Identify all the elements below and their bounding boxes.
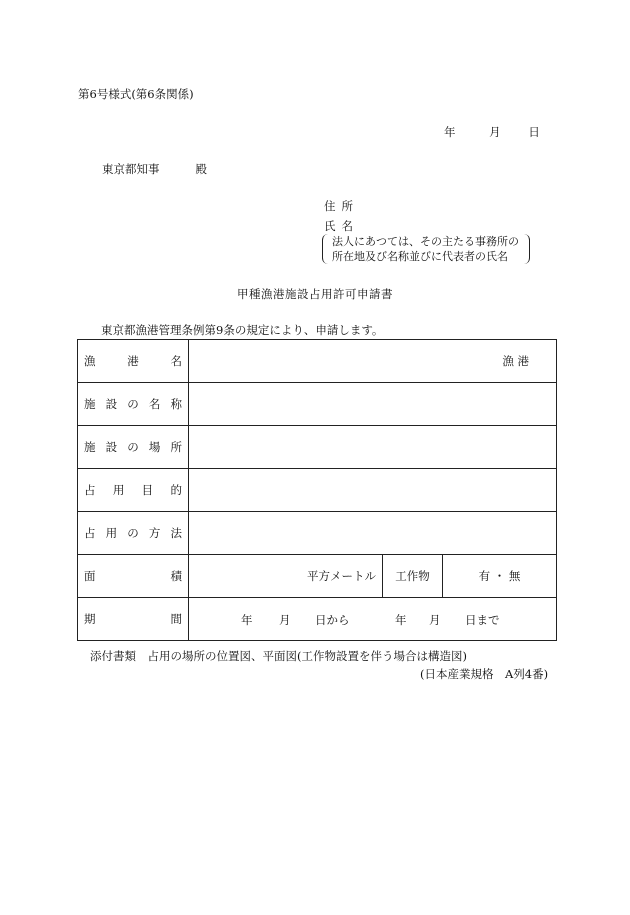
application-table [77,339,557,641]
table-row [78,340,557,383]
period-month: 月 [279,613,291,627]
period-year: 年 [241,613,253,627]
corporate-note-line1: 法人にあつては、その主たる事務所の [332,235,519,248]
period-field[interactable] [189,598,557,641]
row-label-text: 占 用 の 方 法 [84,526,182,540]
row-label [78,469,189,512]
document-title: 甲種漁港施設占用許可申請書 [237,287,393,301]
period-month2: 月 [429,613,441,627]
row-label [78,555,189,598]
row-label [78,426,189,469]
form-number: 第6号様式(第6条関係) [78,87,194,101]
row-label-text: 施 設 の 場 所 [84,440,182,454]
date-day: 日 [528,125,540,139]
row-label [78,512,189,555]
table-row [78,512,557,555]
corporate-note [322,234,530,264]
structure-label: 工作物 [383,555,443,598]
period-to: 日まで [465,613,500,627]
date-year: 年 [444,125,456,139]
facility-location-field[interactable] [189,426,557,469]
structure-options[interactable]: 有 ・ 無 [443,555,557,598]
harbor-name-field[interactable]: 漁 港 [189,340,557,383]
paper-standard: (日本産業規格 A列4番) [420,667,549,681]
honorific: 殿 [195,162,207,176]
row-label-text: 漁 港 名 [84,354,182,368]
row-label-text: 面 積 [84,569,182,583]
row-label-text: 期 間 [84,612,182,626]
row-label [78,340,189,383]
row-label-text: 施 設 の 名 称 [84,397,182,411]
occupancy-method-field[interactable] [189,512,557,555]
date-month: 月 [489,125,501,139]
addressee-name: 東京都知事 [102,162,160,176]
table-row [78,469,557,512]
facility-name-field[interactable] [189,383,557,426]
row-label [78,598,189,641]
table-row [78,555,557,598]
row-label-text: 占 用 目 的 [84,483,182,497]
corporate-note-line2: 所在地及び名称並びに代表者の氏名 [332,250,508,263]
address-label-text: 住所 [324,199,359,213]
occupancy-purpose-field[interactable] [189,469,557,512]
name-label [324,218,359,234]
table-row [78,598,557,641]
intro-text: 東京都漁港管理条例第9条の規定により、申請します。 [101,323,384,337]
address-label [324,198,359,214]
area-field[interactable]: 平方メートル [189,555,383,598]
period-from: 日から [315,613,350,627]
addressee [102,161,207,177]
table-row [78,426,557,469]
row-label [78,383,189,426]
attachments-note: 添付書類 占用の場所の位置図、平面図(工作物設置を伴う場合は構造図) [90,649,467,663]
period-year2: 年 [395,613,407,627]
name-label-text: 氏名 [324,219,359,233]
date-line [444,124,540,140]
table-row [78,383,557,426]
